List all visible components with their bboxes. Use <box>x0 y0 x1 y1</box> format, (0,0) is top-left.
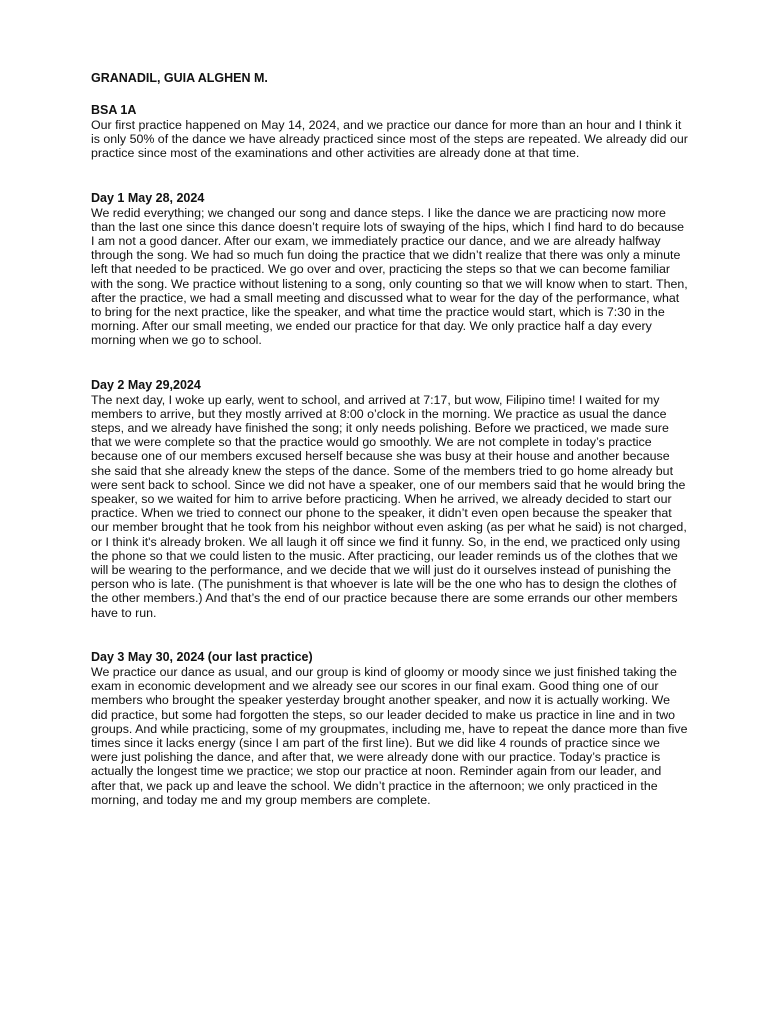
day-2-paragraph: The next day, I woke up early, went to school, and arrived at 7:17, but wow, Filipino time! I waited for my members to arrive, but they mostly arrived at 8:00 o’clock in the morning. We practice as usual the dance steps, and we already have finished the song; it only needs polishing. Before we practiced, we made sure that we were complete so that the practice would go smoothly. We are not complete in today’s practice because one of our members excused herself because she was busy at their house and another because she said that she already knew the steps of the dance. Some of the members tried to go home already but were sent back to school. Since we did not have a speaker, one of our members said that he would bring the speaker, so we waited for him to arrive before practicing. When he arrived, we already decided to start our practice. When we tried to connect our phone to the speaker, it didn’t even open because the speaker that our member brought that he took from his neighbor without even asking (as per what he said) is not charged, or I think it's already broken. We all laugh it off since we find it funny. So, in the end, we practiced only using the phone so that we could listen to the music. After practicing, our leader reminds us of the clothes that we will be wearing to the performance, and we decide that we will just do it ourselves instead of punishing the person who is late. (The punishment is that whoever is late will be the one who has to design the clothes of the other members.) And that’s the end of our practice because there are some errands our other members have to run. <box>91 392 687 620</box>
day-1-paragraph: We redid everything; we changed our song and dance steps. I like the dance we are practicing now more than the last one since this dance doesn’t require lots of swaying of the hips, which I find hard to do because I am not a good dancer. After our exam, we immediately practice our dance, and we are already halfway through the song. We had so much fun doing the practice that we didn’t realize that there was only a minute left that needed to be practiced. We go over and over, practicing the steps so that we can become familiar with the song. We practice without listening to a song, only counting so that we will know when to start. Then, after the practice, we had a small meeting and discussed what to wear for the day of the performance, what to bring for the next practice, like the speaker, and what time the practice would start, which is 7:30 in the morning. After our small meeting, we ended our practice for that day. We only practice half a day every morning when we go to school. <box>91 205 688 348</box>
author-name: GRANADIL, GUIA ALGHEN M. <box>91 71 268 85</box>
intro-paragraph: Our first practice happened on May 14, 2024, and we practice our dance for more than an hour and I think it is only 50% of the dance we have already practiced since most of the steps are repeated. We already did our practice since most of the examinations and other activities are already done at that time. <box>91 118 688 161</box>
day-3-heading: Day 3 May 30, 2024 (our last practice) <box>91 649 313 664</box>
day-2-heading: Day 2 May 29,2024 <box>91 377 201 392</box>
day-3-paragraph: We practice our dance as usual, and our group is kind of gloomy or moody since we just finished taking the exam in economic development and we already see our scores in our final exam. Good thing one of our members who brought the speaker yesterday brought another speaker, and now it is actually working. We did practice, but some had forgotten the steps, so our leader decided to make us practice in line and in two groups. And while practicing, some of my groupmates, including me, have to repeat the dance more than five times since it lacks energy (since I am part of the first line). But we did like 4 rounds of practice since we were just polishing the dance, and after that, we were already done with our practice. Today’s practice is actually the longest time we practice; we stop our practice at noon. Reminder again from our leader, and after that, we pack up and leave the school. We didn’t practice in the afternoon; we only practiced in the morning, and today me and my group members are complete. <box>91 664 688 807</box>
class-section: BSA 1A <box>91 103 137 117</box>
day-1-heading: Day 1 May 28, 2024 <box>91 190 205 205</box>
